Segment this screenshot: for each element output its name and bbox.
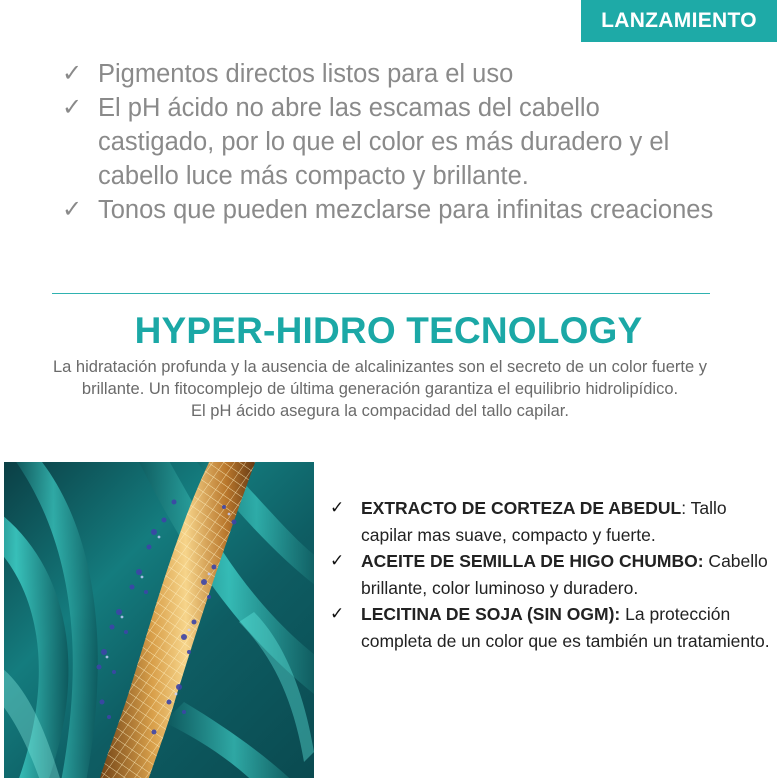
ingredient-desc: Tallo capilar mas suave, compacto y fuerte.	[361, 498, 727, 545]
section-intro	[20, 356, 740, 422]
check-icon: ✓	[330, 551, 345, 570]
launch-badge	[581, 0, 777, 42]
ingredient-name: ACEITE DE SEMILLA DE HIGO CHUMBO:	[361, 551, 704, 571]
check-icon: ✓	[62, 196, 83, 223]
check-icon: ✓	[330, 498, 345, 517]
check-icon: ✓	[62, 60, 83, 87]
benefit-item	[62, 193, 722, 227]
check-icon: ✓	[330, 604, 345, 623]
benefit-text: Pigmentos directos listos para el uso	[98, 60, 514, 88]
ingredients-list	[330, 495, 770, 654]
section-divider	[52, 293, 710, 294]
benefit-text: Tonos que pueden mezclarse para infinitas creaciones	[98, 196, 714, 224]
benefit-text: El pH ácido no abre las escamas del cabello castigado, por lo que el color es más duradero y el cabello luce más compacto y brillante.	[98, 94, 670, 190]
ingredient-desc: La protección completa de un color que es también un tratamiento.	[361, 604, 770, 651]
intro-paragraph: La hidratación profunda y la ausencia de alcalinizantes son el secreto de un color fuerte y brillante. Un fitocomplejo de última generación garantiza el equilibrio hidrolipídico.	[53, 358, 707, 398]
ingredient-item	[330, 548, 770, 601]
section-title: HYPER-HIDRO TECNOLOGY	[134, 310, 643, 351]
hair-strand-graphic	[4, 462, 314, 778]
benefits-list	[62, 57, 722, 227]
hair-strand-illustration	[4, 462, 314, 778]
ingredient-desc: Cabello brillante, color luminoso y duradero.	[361, 551, 768, 598]
ingredient-name: LECITINA DE SOJA (SIN OGM):	[361, 604, 621, 624]
intro-paragraph: El pH ácido asegura la compacidad del tallo capilar.	[191, 402, 569, 420]
ingredient-item	[330, 601, 770, 654]
launch-badge-label: LANZAMIENTO	[601, 9, 757, 32]
benefit-item	[62, 57, 722, 91]
ingredient-name: EXTRACTO DE CORTEZA DE ABEDUL	[361, 498, 682, 518]
ingredient-item	[330, 495, 770, 548]
ingredient-separator: :	[681, 498, 687, 518]
benefit-item	[62, 91, 722, 193]
check-icon: ✓	[62, 94, 83, 121]
